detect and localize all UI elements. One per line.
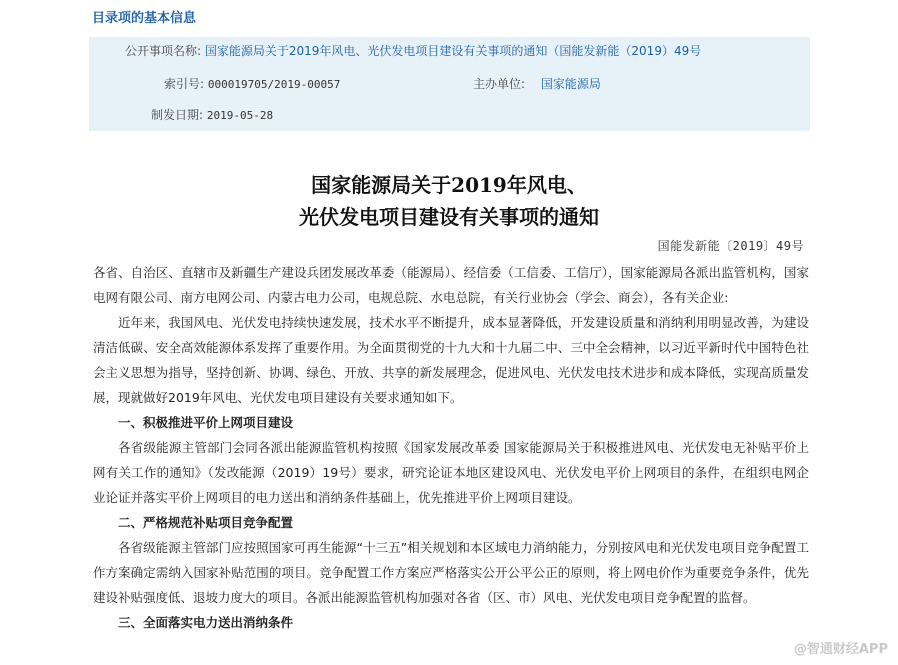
intro-paragraph: 近年来，我国风电、光伏发电持续快速发展，技术水平不断提升，成本显著降低，开发建设质量和消纳利用明显改善，为建设清洁低碳、安全高效能源体系发挥了重要作用。为全面贯彻党的十九大和十九届二中、三中全会精神，以习近平新时代中国特色社会主义思想为指导，坚持创新、协调、绿色、开放、共享的新发展理念，促进风电、光伏发电技术进步和成本降低，实现高质量发展，现就做好2019年风电、光伏发电项目建设有关要求通知如下。: [93, 315, 809, 405]
host-label: 主办单位:: [473, 77, 526, 91]
document-number: 国能发新能〔2019〕49号: [657, 239, 804, 253]
host-value[interactable]: 国家能源局: [540, 77, 601, 91]
addressee: 各省、自治区、直辖市及新疆生产建设兵团发展改革委（能源局）、经信委（工信委、工信厅），国家能源局各派出监管机构，国家电网有限公司、南方电网公司、内蒙古电力公司，电规总院、水电总院，有关行业协会（学会、商会），各有关企业:: [93, 265, 809, 305]
index-value: 000019705/2019-00057: [207, 78, 341, 91]
heading-2: 二、严格规范补贴项目竞争配置: [118, 515, 294, 530]
paragraph-1: 各省级能源主管部门会同各派出能源监管机构按照《国家发展改革委 国家能源局关于积极推进风电、光伏发电无补贴平价上网有关工作的通知》（发改能源（2019）19号）要求，研究论证本地区建设风电、光伏发电平价上网项目的条件，在组织电网企业论证并落实平价上网项目的电力送出和消纳条件基础上，优先推进平价上网项目建设。: [93, 440, 809, 505]
document-title-line2: 光伏发电项目建设有关事项的通知: [299, 205, 599, 229]
section-heading: 目录项的基本信息: [92, 11, 197, 26]
heading-3: 三、全面落实电力送出消纳条件: [118, 615, 294, 630]
document-body: [93, 260, 809, 635]
index-label: 索引号:: [164, 77, 205, 91]
date-label: 制发日期:: [151, 108, 204, 122]
watermark: @智通财经APP: [793, 642, 888, 657]
heading-1: 一、积极推进平价上网项目建设: [118, 415, 294, 430]
date-value: 2019-05-28: [206, 109, 274, 122]
info-box: [89, 37, 810, 131]
document-title-line1: 国家能源局关于2019年风电、: [311, 173, 587, 197]
subject-value[interactable]: 国家能源局关于2019年风电、光伏发电项目建设有关事项的通知（国能发新能（2019）49号: [204, 44, 702, 58]
paragraph-2: 各省级能源主管部门应按照国家可再生能源“十三五”相关规划和本区域电力消纳能力，分别按风电和光伏发电项目竞争配置工作方案确定需纳入国家补贴范围的项目。竞争配置工作方案应严格落实公开公平公正的原则，将上网电价作为重要竞争条件，优先建设补贴强度低、退坡力度大的项目。各派出能源监管机构加强对各省（区、市）风电、光伏发电项目竞争配置的监督。: [93, 540, 809, 605]
subject-label: 公开事项名称:: [125, 44, 202, 58]
